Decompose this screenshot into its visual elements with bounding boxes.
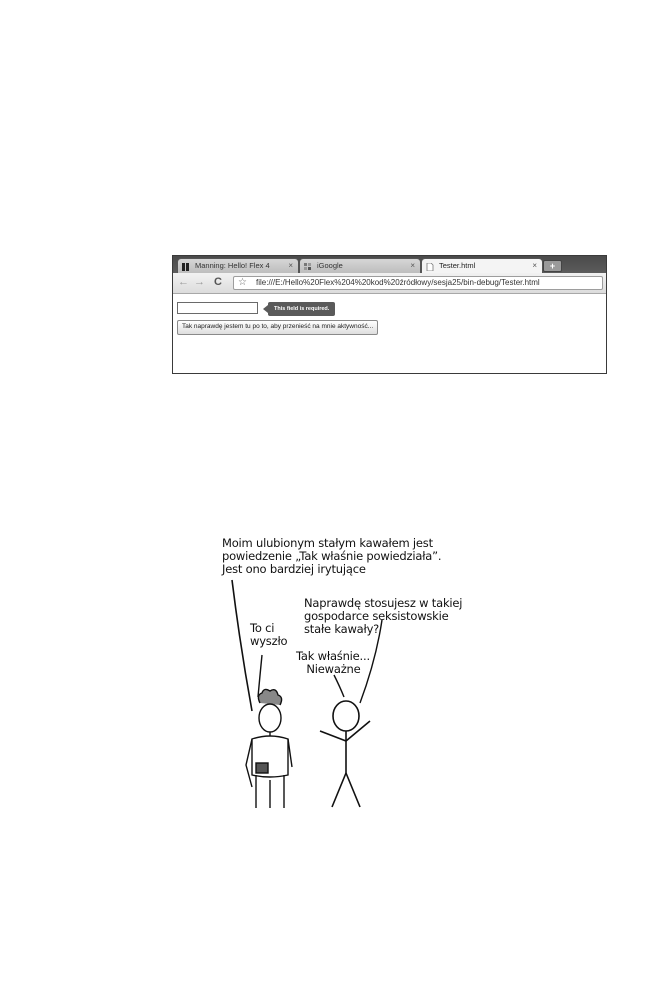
close-tab-icon[interactable]: × [288,261,293,270]
tab-label: Tester.html [439,261,476,270]
required-text-input[interactable] [177,302,258,314]
close-tab-icon[interactable]: × [410,261,415,270]
toolbar [173,273,606,294]
stick-figure [320,701,370,807]
tab-strip [173,256,606,273]
tab-igoogle[interactable] [299,258,421,273]
igoogle-icon [304,262,312,270]
speech-reply-left: To ci wyszło [250,621,288,648]
forward-button[interactable]: → [194,276,205,288]
manning-logo-icon [182,262,190,270]
speech-question-right: Naprawdę stosujesz w takiej gospodarce seksistowskie stałe kawały? [304,596,463,636]
tab-manning[interactable] [177,258,299,273]
bookmark-star-icon[interactable]: ☆ [238,277,247,288]
reload-button[interactable]: C [214,276,222,288]
speech-tail-answer [334,675,344,697]
person-with-hair-figure [246,689,292,808]
close-tab-icon[interactable]: × [532,261,537,270]
address-bar[interactable] [233,276,603,290]
speech-answer-right: Tak właśnie... Nieważne [296,649,370,676]
speech-top: Moim ulubionym stałym kawałem jest powiedzenie „Tak właśnie powiedziała”. Jest ono bardziej irytujące [222,536,442,576]
tab-tester[interactable] [421,258,543,273]
speech-tail-left [258,655,262,697]
back-button[interactable]: ← [178,276,189,288]
tab-label: iGoogle [317,261,343,270]
speech-tail-top [232,580,252,711]
tab-label: Manning: Hello! Flex 4 [195,261,270,270]
browser-window [172,255,607,374]
comic-illustration [200,525,480,815]
focus-button[interactable]: Tak naprawdę jestem tu po to, aby przenieść na mnie aktywność... [177,320,378,335]
page-content [173,294,606,374]
page-icon [426,262,434,270]
validation-error-tooltip: This field is required. [268,302,335,316]
url-text: file:///E:/Hello%20Flex%204%20kod%20źródłowy/sesja25/bin-debug/Tester.html [256,278,540,287]
new-tab-button[interactable]: + [543,260,562,272]
